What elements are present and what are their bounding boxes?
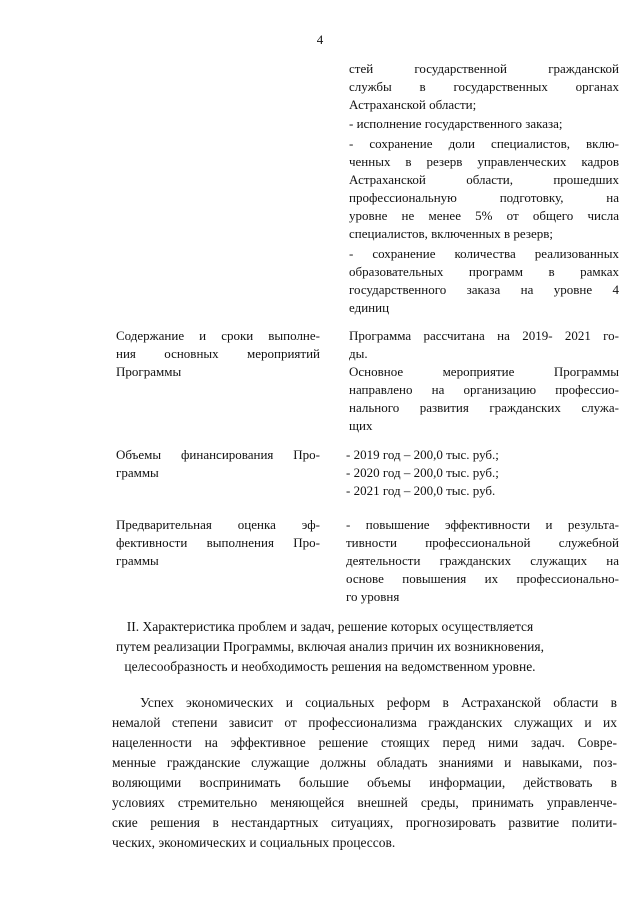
text-line: - 2020 год – 200,0 тыс. руб.; [346,465,499,480]
heading-line: целесообразность и необходимость решения на ведомственном уровне. [124,659,536,674]
text-line: стей государственной гражданской [349,61,619,76]
text-line: - 2019 год – 200,0 тыс. руб.; [346,447,499,462]
text-line: фективности выполнения Про- [116,535,320,550]
text-line: государственного заказа на уровне 4 [349,282,619,297]
text-line: - сохранение доли специалистов, вклю- [349,136,619,151]
paragraph-line: нацеленности на эффективное решение стоящих перед ними задач. Совре- [112,735,617,750]
text-line: Объемы финансирования Про- [116,447,320,462]
text-line: нального развития гражданских служа- [349,400,619,415]
paragraph-line: воляющими воспринимать большие объемы информации, действовать в [112,775,617,790]
text-line: основе повышения их профессионально- [346,571,619,586]
text-line: службы в государственных органах [349,79,619,94]
page-number: 4 [316,32,324,47]
text-line: щих [349,418,373,433]
text-line: Программы [116,364,182,379]
text-line: - сохранение количества реализованных [349,246,619,261]
text-line: - 2021 год – 200,0 тыс. руб. [346,483,496,498]
text-line: ды. [349,346,368,361]
text-line: - исполнение государственного заказа; [349,116,563,131]
text-line: Предварительная оценка эф- [116,517,320,532]
text-line: тивности профессиональной служебной [346,535,619,550]
heading-line: II. Характеристика проблем и задач, решение которых осуществляется [126,619,534,634]
paragraph-line: ческих, экономических и социальных процессов. [112,835,396,850]
text-line: специалистов, включенных в резерв; [349,226,553,241]
text-line: Содержание и сроки выполне- [116,328,320,343]
paragraph-line: Успех экономических и социальных реформ в Астраханской области в [140,695,617,710]
text-line: деятельности гражданских служащих на [346,553,619,568]
text-line: Астраханской области, прошедших [349,172,619,187]
text-line: Астраханской области; [349,97,477,112]
text-line: Программа рассчитана на 2019- 2021 го- [349,328,619,343]
text-line: - повышение эффективности и результа- [346,517,619,532]
text-line: направлено на организацию профессио- [349,382,619,397]
text-line: ния основных мероприятий [116,346,320,361]
text-line: единиц [349,300,390,315]
text-line: граммы [116,553,159,568]
text-line: Основное мероприятие Программы [349,364,619,379]
text-line: профессиональную подготовку, на [349,190,619,205]
text-line: уровне не менее 5% от общего числа [349,208,619,223]
heading-line: путем реализации Программы, включая анализ причин их возникновения, [115,639,544,654]
text-line: граммы [116,465,159,480]
paragraph-line: немалой степени зависит от профессионализма гражданских служащих и их [112,715,617,730]
paragraph-line: условиях стремительно меняющейся внешней среды, принимать управленче- [112,795,617,810]
text-line: го уровня [346,589,400,604]
text-line: образовательных программ в рамках [349,264,619,279]
text-line: ченных в резерв управленческих кадров [349,154,619,169]
paragraph-line: менные гражданские служащие должны обладать знаниями и навыками, поз- [112,755,617,770]
paragraph-line: ские решения в нестандартных ситуациях, прогнозировать развитие полити- [112,815,617,830]
